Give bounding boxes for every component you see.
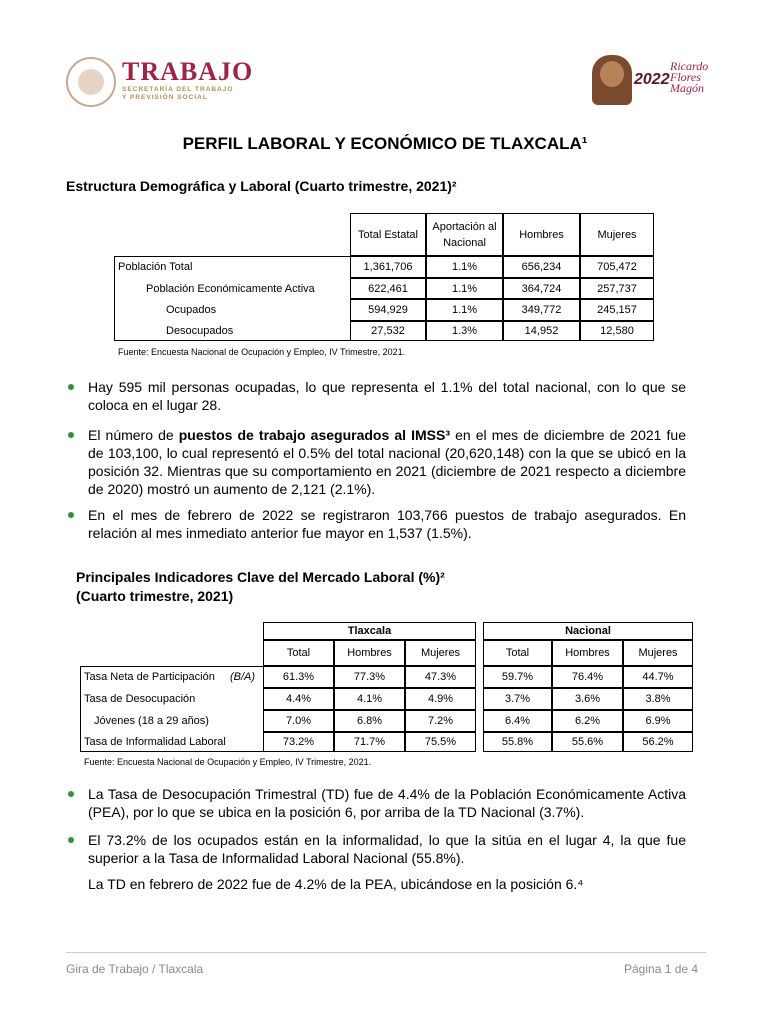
table2-cell: 71.7%: [334, 732, 405, 752]
section2-subheading: (Cuarto trimestre, 2021): [76, 588, 234, 604]
bullet-icon: [68, 512, 74, 518]
table2-cell: 3.6%: [552, 688, 623, 710]
table1-cell: 12,580: [580, 321, 654, 341]
table1-label-frame: [114, 256, 350, 341]
bullet-icon: [68, 791, 74, 797]
table1-column-header: Total Estatal: [350, 213, 426, 256]
table2-cell: 4.9%: [405, 688, 476, 710]
year-label: 2022: [634, 71, 670, 88]
brand-subtitle-2: Y PREVISIÓN SOCIAL: [122, 94, 208, 101]
table1-cell: 245,157: [580, 299, 654, 321]
table2-cell: 3.8%: [623, 688, 693, 710]
table2-cell: 55.6%: [552, 732, 623, 752]
table2-column-header: Hombres: [334, 640, 405, 666]
note-line: La TD en febrero de 2022 fue de 4.2% de la PEA, ubicándose en la posición 6.⁴: [88, 876, 584, 892]
bullet-item: [76, 785, 686, 821]
bullet-item: [76, 506, 686, 542]
table2-cell: 6.9%: [623, 710, 693, 732]
table2-group-header: Tlaxcala: [263, 622, 476, 640]
table1-row-label: Ocupados: [166, 304, 217, 316]
portrait-icon: [592, 55, 632, 105]
table2-cell: 73.2%: [263, 732, 334, 752]
table2-cell: 59.7%: [483, 666, 552, 688]
table2-column-header: Total: [263, 640, 334, 666]
table1-column-header: Hombres: [503, 213, 580, 256]
table2-cell: 4.1%: [334, 688, 405, 710]
table2-cell: 7.2%: [405, 710, 476, 732]
table1-row-label: Desocupados: [166, 325, 234, 337]
table1-cell: 1.1%: [426, 278, 503, 299]
brand-logo: [122, 58, 253, 102]
bullet-text-bold: puestos de trabajo asegurados al IMSS³: [178, 427, 450, 443]
table2-cell: 75.5%: [405, 732, 476, 752]
table2-cell: 3.7%: [483, 688, 552, 710]
table2-cell: 77.3%: [334, 666, 405, 688]
bullet-icon: [68, 384, 74, 390]
table1-row-label: Población Económicamente Activa: [146, 282, 315, 295]
table2-row-note: (B/A): [230, 671, 256, 683]
footer-divider: [66, 952, 706, 953]
bullet-icon: [68, 837, 74, 843]
table1-cell: 622,461: [350, 278, 426, 299]
bullet-text-part: El número de: [88, 427, 179, 443]
table1-cell: 257,737: [580, 278, 654, 299]
table1-cell: 349,772: [503, 299, 580, 321]
table2-cell: 55.8%: [483, 732, 552, 752]
table2-source: Fuente: Encuesta Nacional de Ocupación y Empleo, IV Trimestre, 2021.: [84, 757, 372, 767]
table1-cell: 594,929: [350, 299, 426, 321]
footer-left: Gira de Trabajo / Tlaxcala: [66, 962, 204, 976]
year-name: Ricardo Flores Magón: [670, 59, 709, 95]
bullet-text: [88, 378, 686, 414]
table2-cell: 6.8%: [334, 710, 405, 732]
bullet-text-part: en el mes de diciembre de 2021 fue de 103,100, lo cual representó el 0.5% del total nacional (20,620,148) con la que se ubicó en la posición 32. Mientras que su comportamiento en 2021 (diciembre de 2021 respecto a diciembre de 2020) mostró un aumento de 2,121 (2.1%).: [88, 427, 686, 497]
bullet-icon: [68, 432, 74, 438]
table2-column-header: Mujeres: [405, 640, 476, 666]
bullet-text-part: Hay 595 mil personas ocupadas, lo que representa el 1.1% del total nacional, con lo que se coloca en el lugar 28.: [88, 379, 686, 413]
table1-cell: 1.1%: [426, 256, 503, 278]
section2-heading: Principales Indicadores Clave del Mercado Laboral (%)²: [76, 569, 445, 585]
table2-column-header: Total: [483, 640, 552, 666]
bullet-text: [88, 426, 686, 498]
table2-group-header: Nacional: [483, 622, 693, 640]
table1-cell: 1.3%: [426, 321, 503, 341]
table1-cell: 656,234: [503, 256, 580, 278]
table2-cell: 6.2%: [552, 710, 623, 732]
table1-column-header: Mujeres: [580, 213, 654, 256]
brand-subtitle-1: SECRETARÍA DEL TRABAJO: [122, 86, 234, 93]
year-logo: [592, 55, 709, 107]
table1-cell: 14,952: [503, 321, 580, 341]
bullet-text: El 73.2% de los ocupados están en la informalidad, lo que la sitúa en el lugar 4, la que fue superior a la Tasa de Informalidad Laboral Nacional (55.8%).: [88, 832, 686, 866]
table2-cell: 4.4%: [263, 688, 334, 710]
table2-row-label: Tasa de Desocupación: [84, 693, 196, 705]
table2-cell: 56.2%: [623, 732, 693, 752]
section1-heading: Estructura Demográfica y Laboral (Cuarto trimestre, 2021)²: [66, 178, 457, 194]
table2-row-label: Tasa Neta de Participación: [84, 671, 215, 683]
table2-cell: 61.3%: [263, 666, 334, 688]
table2-cell: 47.3%: [405, 666, 476, 688]
table2-row-label: Jóvenes (18 a 29 años): [94, 715, 209, 727]
bullet-item: [76, 831, 686, 867]
bullet-item: [76, 378, 686, 414]
table1-cell: 1,361,706: [350, 256, 426, 278]
table2-row-label: Tasa de Informalidad Laboral: [84, 736, 226, 748]
table1-row-label: Población Total: [118, 261, 193, 273]
table2-cell: 76.4%: [552, 666, 623, 688]
table2-column-header: Hombres: [552, 640, 623, 666]
table1-cell: 705,472: [580, 256, 654, 278]
bullet-text-part: En el mes de febrero de 2022 se registraron 103,766 puestos de trabajo asegurados. En relación al mes inmediato anterior fue mayor en 1,537 (1.5%).: [88, 507, 686, 541]
table1-source: Fuente: Encuesta Nacional de Ocupación y Empleo, IV Trimestre, 2021.: [118, 347, 406, 357]
page-title: PERFIL LABORAL Y ECONÓMICO DE TLAXCALA¹: [182, 134, 588, 153]
bullet-item: [76, 426, 686, 498]
table2-label-frame: [80, 666, 263, 752]
table1-cell: 1.1%: [426, 299, 503, 321]
table1-cell: 27,532: [350, 321, 426, 341]
bullet-text: La Tasa de Desocupación Trimestral (TD) fue de 4.4% de la Población Económicamente Activa (PEA), por lo que se ubica en la posición 6, por arriba de la TD Nacional (3.7%).: [88, 786, 686, 820]
table2-cell: 7.0%: [263, 710, 334, 732]
page-number: Página 1 de 4: [624, 962, 699, 976]
table1-column-header: Aportación al Nacional: [426, 213, 503, 256]
bullet-text: [88, 506, 686, 542]
table2-column-header: Mujeres: [623, 640, 693, 666]
government-seal-icon: [66, 57, 116, 107]
brand-name: TRABAJO: [122, 57, 254, 86]
table2-cell: 44.7%: [623, 666, 693, 688]
table1-cell: 364,724: [503, 278, 580, 299]
table2-cell: 6.4%: [483, 710, 552, 732]
